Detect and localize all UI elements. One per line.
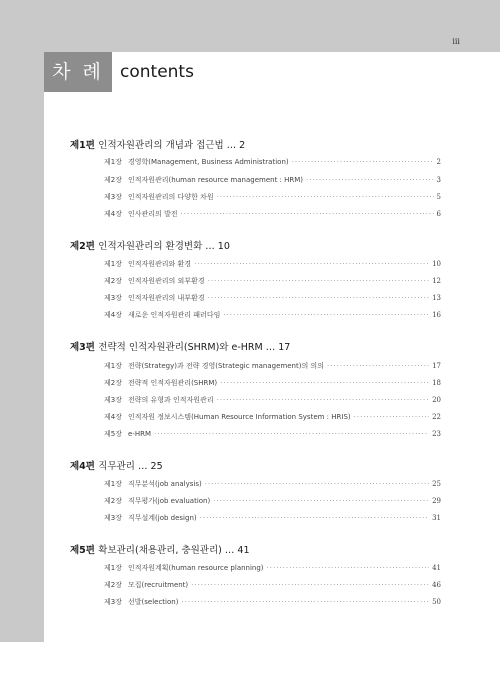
part-label: 제2편 (70, 241, 95, 252)
chapter-page: 20 (432, 396, 441, 404)
leader-dots (327, 362, 429, 370)
leader-dots (208, 277, 429, 285)
toc-title-korean: 차 례 (44, 52, 112, 92)
chapter-title: 인적자원관리의 외부환경 (127, 277, 205, 285)
chapter-title: 인적자원관리(human resource management : HRM) (127, 176, 304, 184)
chapter-entry[interactable] (104, 192, 441, 202)
chapter-title: 전략의 유형과 인적자원관리 (127, 396, 214, 404)
chapter-entry[interactable] (104, 361, 441, 371)
chapter-page: 22 (432, 413, 441, 421)
chapter-entry[interactable] (104, 429, 441, 439)
chapter-title: 인적자원관리의 다양한 차원 (127, 193, 214, 201)
chapter-entry[interactable] (104, 293, 441, 303)
chapter-entry[interactable] (104, 157, 441, 167)
chapter-number: 제4장 (104, 210, 122, 218)
chapter-entry[interactable] (104, 513, 441, 523)
part-heading[interactable] (70, 542, 250, 556)
part-heading[interactable] (70, 458, 163, 472)
chapter-page: 17 (432, 362, 441, 370)
leader-dots (181, 210, 434, 218)
chapter-page: 10 (432, 260, 441, 268)
chapter-page: 29 (432, 497, 441, 505)
chapter-entry[interactable] (104, 276, 441, 286)
chapter-title: 직무평가(job evaluation) (127, 497, 211, 505)
leader-dots (154, 430, 429, 438)
part-label: 제1편 (70, 140, 95, 151)
chapter-title: 경영학(Management, Business Administration) (127, 158, 289, 166)
chapter-number: 제1장 (104, 564, 122, 572)
chapter-title: 직무분석(job analysis) (127, 480, 202, 488)
part-title: 인적자원관리의 환경변화 … 10 (98, 241, 230, 252)
top-gray-band (0, 0, 500, 52)
left-gray-margin (0, 52, 44, 642)
chapter-entry[interactable] (104, 496, 441, 506)
chapter-title: 새로운 인적자원관리 패러다임 (127, 311, 221, 319)
chapter-page: 12 (432, 277, 441, 285)
part-label: 제4편 (70, 461, 95, 472)
chapter-page: 41 (432, 564, 441, 572)
part-title: 확보관리(채용관리, 충원관리) … 41 (98, 545, 250, 556)
chapter-page: 50 (432, 598, 441, 606)
chapter-number: 제2장 (104, 176, 122, 184)
chapter-entry[interactable] (104, 395, 441, 405)
chapter-number: 제3장 (104, 598, 122, 606)
chapter-title: 인사관리의 발전 (127, 210, 178, 218)
chapter-number: 제1장 (104, 260, 122, 268)
chapter-page: 3 (436, 176, 441, 184)
chapter-entry[interactable] (104, 479, 441, 489)
chapter-entry[interactable] (104, 175, 441, 185)
chapter-number: 제1장 (104, 480, 122, 488)
leader-dots (217, 193, 434, 201)
leader-dots (208, 294, 429, 302)
chapter-entry[interactable] (104, 378, 441, 388)
part-heading[interactable] (70, 238, 230, 252)
leader-dots (306, 176, 434, 184)
chapter-title: 모집(recruitment) (127, 581, 189, 589)
leader-dots (354, 413, 429, 421)
chapter-number: 제5장 (104, 430, 122, 438)
chapter-title: 인적자원관리와 환경 (127, 260, 192, 268)
chapter-page: 23 (432, 430, 441, 438)
leader-dots (267, 564, 430, 572)
chapter-number: 제4장 (104, 311, 122, 319)
chapter-entry[interactable] (104, 209, 441, 219)
chapter-title: 직무설계(job design) (127, 514, 197, 522)
chapter-entry[interactable] (104, 597, 441, 607)
leader-dots (292, 158, 434, 166)
chapter-number: 제1장 (104, 158, 122, 166)
chapter-page: 16 (432, 311, 441, 319)
chapter-page: 6 (436, 210, 441, 218)
part-heading[interactable] (70, 339, 290, 353)
chapter-title: 선발(selection) (127, 598, 179, 606)
chapter-entry[interactable] (104, 412, 441, 422)
part-heading[interactable] (70, 137, 245, 151)
chapter-page: 13 (432, 294, 441, 302)
part-label: 제3편 (70, 342, 95, 353)
part-title: 인적자원관리의 개념과 접근법 … 2 (98, 140, 246, 151)
part-title: 전략적 인적자원관리(SHRM)와 e-HRM … 17 (98, 342, 291, 353)
chapter-title: 인적자원관리의 내부환경 (127, 294, 205, 302)
chapter-number: 제4장 (104, 413, 122, 421)
chapter-number: 제3장 (104, 294, 122, 302)
chapter-page: 18 (432, 379, 441, 387)
chapter-entry[interactable] (104, 259, 441, 269)
leader-dots (217, 396, 429, 404)
chapter-number: 제3장 (104, 396, 122, 404)
chapter-number: 제3장 (104, 514, 122, 522)
chapter-title: 인적자원 정보시스템(Human Resource Information System : HRIS) (127, 413, 351, 421)
chapter-title: 전략적 인적자원관리(SHRM) (127, 379, 218, 387)
chapter-page: 25 (432, 480, 441, 488)
chapter-title: 인적자원계획(human resource planning) (127, 564, 264, 572)
leader-dots (223, 311, 429, 319)
leader-dots (213, 497, 429, 505)
leader-dots (205, 480, 429, 488)
leader-dots (194, 260, 429, 268)
chapter-page: 5 (436, 193, 441, 201)
chapter-page: 46 (432, 581, 441, 589)
chapter-page: 31 (432, 514, 441, 522)
chapter-number: 제2장 (104, 497, 122, 505)
chapter-entry[interactable] (104, 563, 441, 573)
chapter-entry[interactable] (104, 580, 441, 590)
leader-dots (191, 581, 429, 589)
leader-dots (220, 379, 429, 387)
chapter-page: 2 (436, 158, 441, 166)
toc-title-english: contents (120, 62, 194, 82)
chapter-title: 전략(Strategy)과 전략 경영(Strategic management)의 의의 (127, 362, 324, 370)
leader-dots (200, 514, 429, 522)
leader-dots (181, 598, 429, 606)
page-number: iii (452, 37, 460, 46)
chapter-entry[interactable] (104, 310, 441, 320)
part-title: 직무관리 … 25 (98, 461, 163, 472)
chapter-number: 제2장 (104, 379, 122, 387)
chapter-number: 제3장 (104, 193, 122, 201)
chapter-number: 제1장 (104, 362, 122, 370)
part-label: 제5편 (70, 545, 95, 556)
chapter-number: 제2장 (104, 277, 122, 285)
chapter-number: 제2장 (104, 581, 122, 589)
chapter-title: e-HRM (127, 430, 151, 438)
